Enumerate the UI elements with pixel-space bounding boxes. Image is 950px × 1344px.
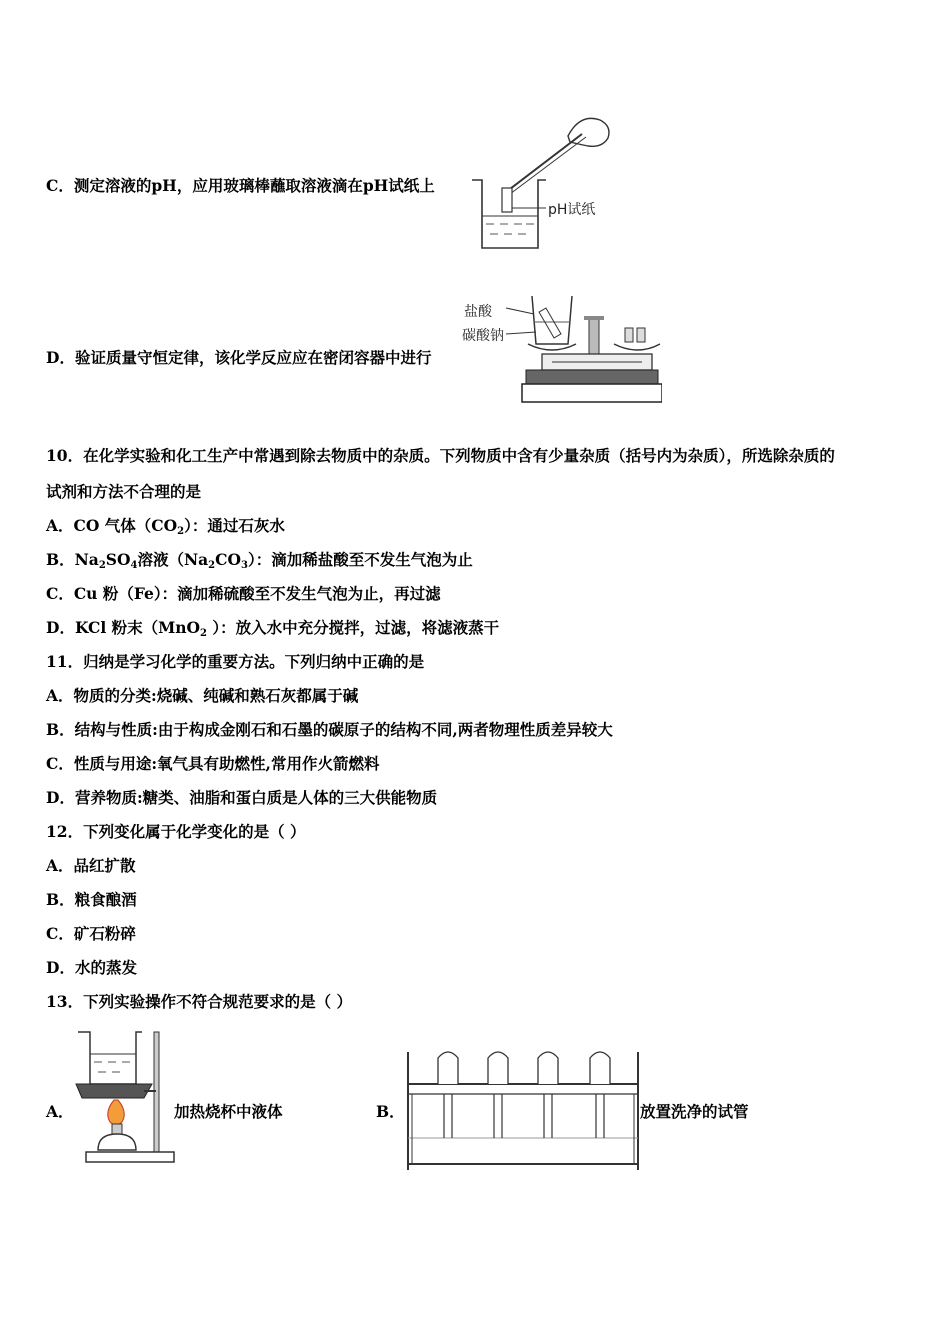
q13-option-b-caption: 放置洗净的试管 xyxy=(640,1102,749,1121)
q9-option-d: D．验证质量守恒定律，该化学反应应在密闭容器中进行 xyxy=(46,348,432,367)
stand-base xyxy=(86,1152,174,1162)
q10-option-d: D．KCl 粉末（MnO$_2$ ）：放入水中充分搅拌，过滤，将滤液蒸干 xyxy=(46,618,500,639)
q13-option-a-caption: 加热烧杯中液体 xyxy=(174,1102,283,1121)
iron-stand xyxy=(154,1032,159,1162)
heating-beaker-figure xyxy=(72,1024,178,1174)
beaker xyxy=(78,1032,142,1084)
ph-test-figure xyxy=(470,108,620,253)
q11-option-d: D．营养物质:糖类、油脂和蛋白质是人体的三大供能物质 xyxy=(46,788,438,807)
q12-stem: 12．下列变化属于化学变化的是（ ） xyxy=(46,822,306,841)
q13-option-a-letter: A． xyxy=(46,1102,74,1121)
test-tube xyxy=(438,1052,458,1084)
test-tube xyxy=(488,1052,508,1084)
weight xyxy=(637,328,645,342)
q11-option-a: A．物质的分类:烧碱、纯碱和熟石灰都属于碱 xyxy=(46,686,359,705)
q10-option-c: C．Cu 粉（Fe）：滴加稀硫酸至不发生气泡为止，再过滤 xyxy=(46,584,441,603)
hand-icon xyxy=(568,118,609,146)
beaker xyxy=(532,296,572,344)
balance-figure xyxy=(462,286,662,406)
hydrochloric-acid-label: 盐酸 xyxy=(464,304,492,320)
q10-option-b: B．$Na_2SO_4$溶液$(Na_2CO_3)$：滴加稀盐酸至不发生气泡为止 xyxy=(46,550,473,571)
flame-icon xyxy=(108,1100,125,1125)
ph-paper xyxy=(502,188,512,212)
weight xyxy=(625,328,633,342)
q11-option-b: B．结构与性质:由于构成金刚石和石墨的碳原子的结构不同,两者物理性质差异较大 xyxy=(46,720,613,739)
q12-option-d: D．水的蒸发 xyxy=(46,958,137,977)
q11-stem: 11．归纳是学习化学的重要方法。下列归纳中正确的是 xyxy=(46,652,425,671)
alcohol-lamp xyxy=(98,1134,136,1150)
test-tube xyxy=(538,1052,558,1084)
q11-option-c: C．性质与用途:氧气具有助燃性,常用作火箭燃料 xyxy=(46,754,380,773)
test-tube xyxy=(590,1052,610,1084)
wire-gauze xyxy=(76,1084,152,1098)
q9-option-c: C．测定溶液的pH，应用玻璃棒蘸取溶液滴在pH试纸上 xyxy=(46,176,435,195)
ph-paper-label: pH试纸 xyxy=(548,202,596,218)
q12-option-c: C．矿石粉碎 xyxy=(46,924,136,943)
balance-base xyxy=(526,370,658,384)
q12-option-b: B．粮食酿酒 xyxy=(46,890,137,909)
q13-stem: 13．下列实验操作不符合规范要求的是（ ） xyxy=(46,992,352,1011)
left-pan xyxy=(528,344,576,350)
q12-option-a: A．品红扩散 xyxy=(46,856,136,875)
q10-stem-line1: 10．在化学实验和化工生产中常遇到除去物质中的杂质。下列物质中含有少量杂质（括号内为杂质），所选除杂质的 xyxy=(46,446,835,465)
sodium-carbonate-label: 碳酸钠 xyxy=(462,328,504,344)
q10-option-a: A．CO 气体$(CO_2)$：通过石灰水 xyxy=(46,516,285,537)
right-pan xyxy=(614,344,660,350)
q10-stem-line2: 试剂和方法不合理的是 xyxy=(46,482,202,501)
test-tube-rack-figure xyxy=(402,1044,644,1174)
glass-rod xyxy=(506,134,582,192)
q13-option-b-letter: B． xyxy=(376,1102,405,1121)
